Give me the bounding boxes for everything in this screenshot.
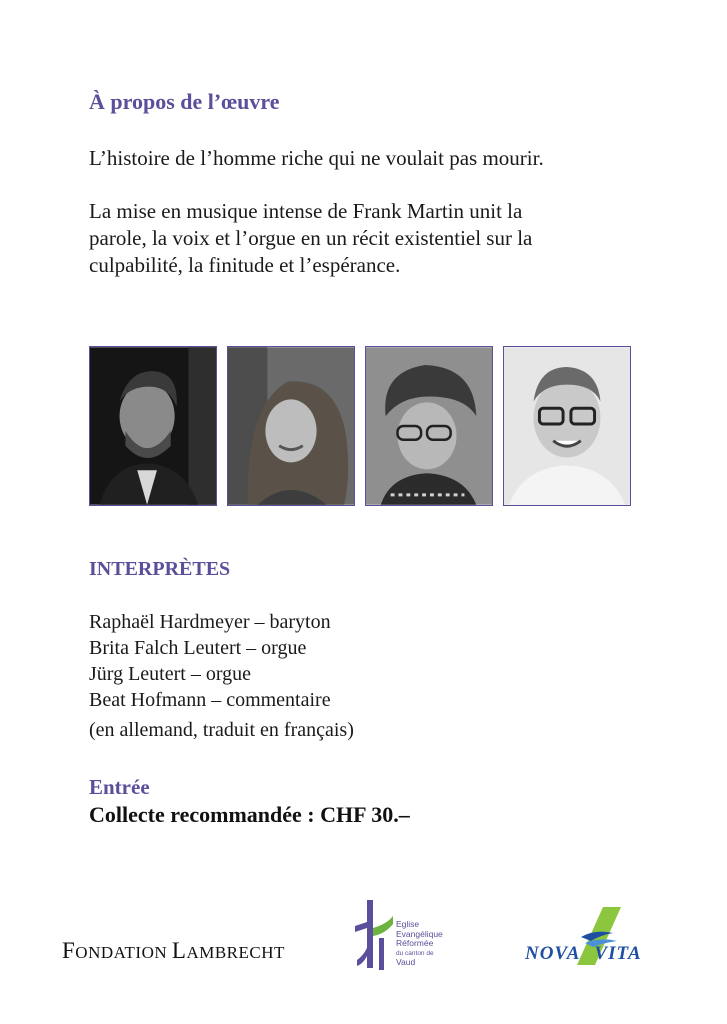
eerv-line: Réformée <box>396 938 434 948</box>
description-line: La mise en musique intense de Frank Martin unit la <box>89 199 523 223</box>
description-line: parole, la voix et l’orgue en un récit existentiel sur la <box>89 226 533 250</box>
entry-heading: Entrée <box>89 775 150 799</box>
performer-photo-beat <box>503 346 631 506</box>
performer-photo-brita <box>227 346 355 506</box>
about-description <box>89 198 649 279</box>
portrait-image <box>504 347 630 505</box>
performer-item: Jürg Leutert – orgue <box>89 663 252 685</box>
performers-list <box>89 609 354 743</box>
performer-photo-raphael <box>89 346 217 506</box>
entry-price: Collecte recommandée : CHF 30.– <box>89 802 410 827</box>
performer-item: (en allemand, traduit en français) <box>89 719 354 741</box>
novavita-text <box>525 943 642 965</box>
eerv-line: Vaud <box>396 957 416 967</box>
description-line: culpabilité, la finitude et l’espérance. <box>89 253 401 277</box>
eerv-text <box>396 920 443 968</box>
portrait-image <box>228 347 354 505</box>
portrait-image <box>366 347 492 505</box>
eerv-line: Eglise <box>396 919 420 929</box>
about-subtitle: L’histoire de l’homme riche qui ne voulait pas mourir. <box>89 146 544 170</box>
about-heading: À propos de l’œuvre <box>89 89 280 114</box>
logo-text-part: ONDATION <box>75 943 172 962</box>
performers-heading: INTERPRÈTES <box>89 558 231 580</box>
eerv-logo <box>353 898 473 980</box>
performer-item: Brita Falch Leutert – orgue <box>89 637 307 659</box>
novavita-right: VITA <box>594 943 642 964</box>
logo-text-part: AMBRECHT <box>186 943 285 962</box>
logo-letter: F <box>62 938 76 963</box>
performer-photos <box>89 346 631 506</box>
logo-letter: L <box>171 938 187 963</box>
portrait-image <box>90 347 216 505</box>
eerv-line: du canton de <box>396 949 434 957</box>
performer-item: Raphaël Hardmeyer – baryton <box>89 611 331 633</box>
performer-item: Beat Hofmann – commentaire <box>89 689 331 711</box>
eerv-line: Evangélique <box>396 928 443 939</box>
performer-photo-jurg <box>365 346 493 506</box>
novavita-left: NOVA <box>525 943 581 964</box>
novavita-logo <box>525 905 660 967</box>
fondation-lambrecht-logo <box>62 938 285 964</box>
eerv-cross-icon <box>353 898 395 972</box>
